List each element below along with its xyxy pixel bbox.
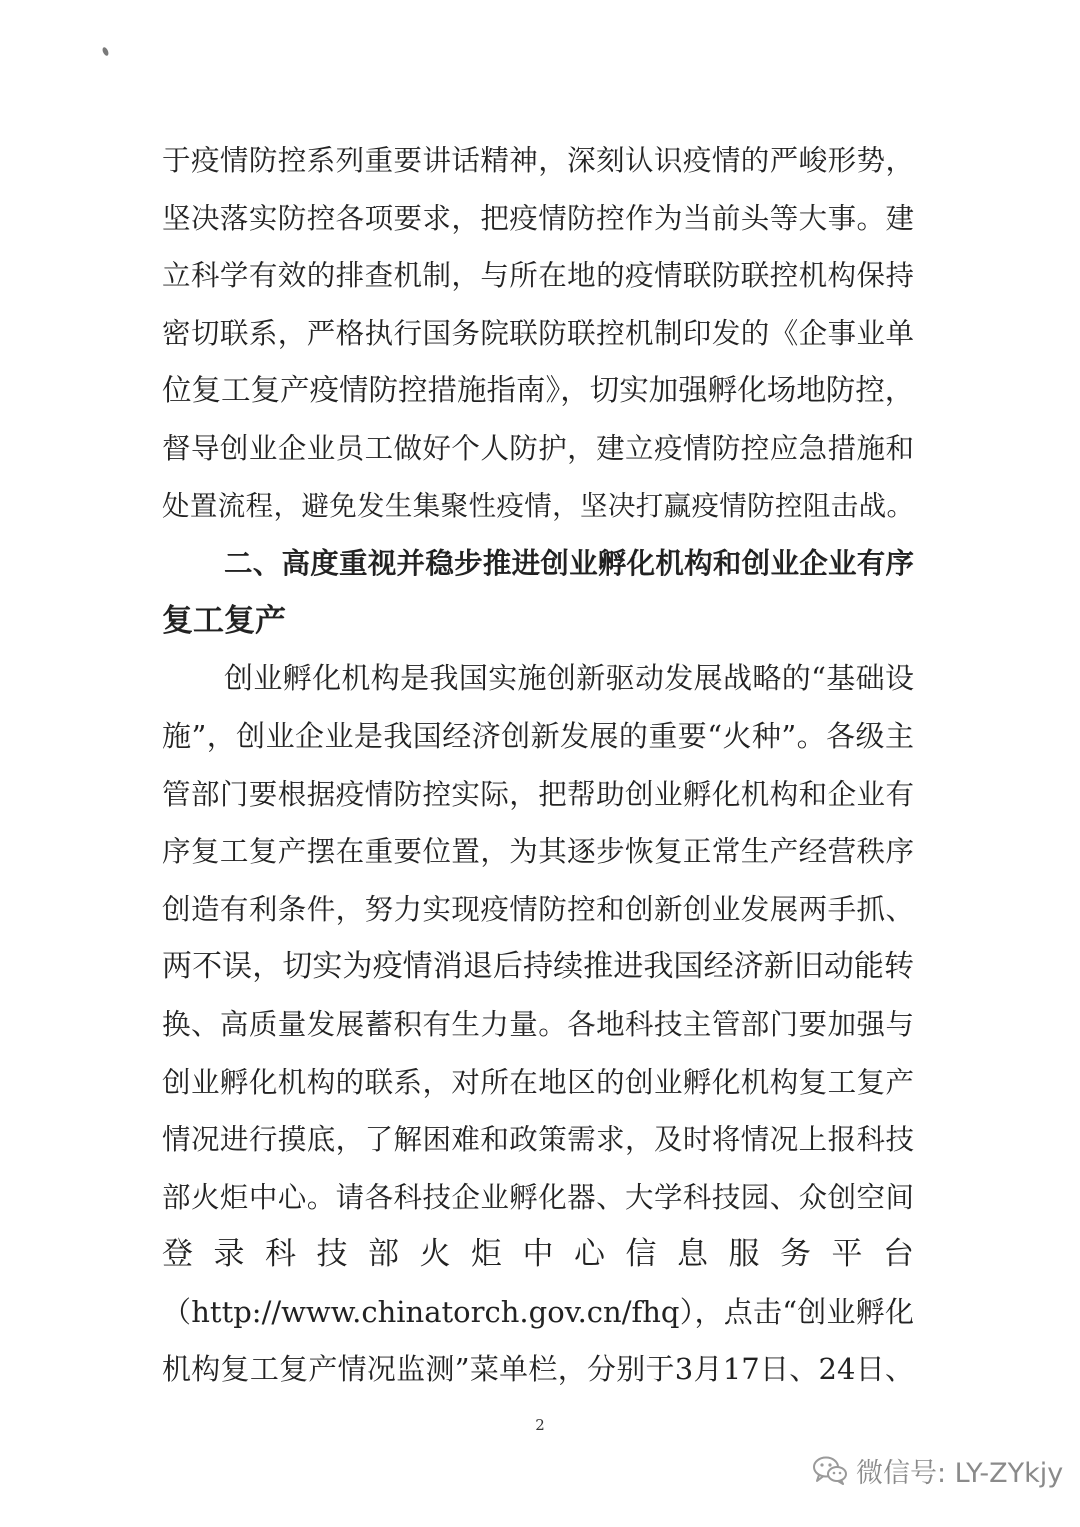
- document-body: [162, 132, 914, 1399]
- text-line: 于疫情防控系列重要讲话精神，深刻认识疫情的严峻形势，: [162, 144, 914, 177]
- wechat-icon: [812, 1455, 848, 1485]
- text-line: 处置流程，避免发生集聚性疫情，坚决打赢疫情防控阻击战。: [162, 489, 914, 522]
- text-line: 创业孵化机构是我国实施创新驱动发展战略的“基础设: [224, 661, 914, 696]
- text-line: 创造有利条件，努力实现疫情防控和创新创业发展两手抓、: [162, 892, 914, 926]
- page-number: 2: [535, 1416, 545, 1434]
- text-line: 位复工复产疫情防控措施指南》，切实加强孵化场地防控，: [162, 373, 915, 408]
- text-line: 坚决落实防控各项要求，把疫情防控作为当前头等大事。建: [162, 201, 914, 235]
- text-line-url: （http://www.chinatorch.gov.cn/fhq），点击“创业孵化: [162, 1294, 914, 1329]
- text-line: 换、高质量发展蓄积有生力量。各地科技主管部门要加强与: [162, 1007, 914, 1041]
- text-line: 施”，创业企业是我国经济创新发展的重要“火种”。各级主: [162, 718, 914, 753]
- text-line: 两不误，切实为疫情消退后持续推进我国经济新旧动能转: [162, 949, 914, 985]
- text-line: 机构复工复产情况监测”菜单栏，分别于3月17日、24日、: [162, 1352, 914, 1387]
- text-line: 管部门要根据疫情防控实际，把帮助创业孵化机构和企业有: [162, 777, 914, 811]
- text-line: 密切联系，严格执行国务院联防联控机制印发的《企事业单: [162, 316, 914, 350]
- text-line: 登录科技部火炬中心信息服务平台: [162, 1236, 914, 1273]
- section-heading-line: 复工复产: [162, 602, 286, 639]
- text-line: 立科学有效的排查机制，与所在地的疫情联防联控机构保持: [162, 259, 914, 293]
- watermark-text: 微信号: LY-ZYkjy: [856, 1457, 1064, 1489]
- text-line: 情况进行摸底，了解困难和政策需求，及时将情况上报科技: [162, 1123, 914, 1157]
- text-line: 序复工复产摆在重要位置，为其逐步恢复正常生产经营秩序: [162, 835, 914, 869]
- text-line: 督导创业企业员工做好个人防护，建立疫情防控应急措施和: [162, 431, 914, 465]
- scan-speck: [101, 46, 109, 56]
- section-heading-line: 二、高度重视并稳步推进创业孵化机构和创业企业有序: [224, 547, 914, 581]
- text-line: 创业孵化机构的联系，对所在地区的创业孵化机构复工复产: [162, 1065, 914, 1099]
- wechat-watermark: [812, 1454, 1064, 1489]
- text-line: 部火炬中心。请各科技企业孵化器、大学科技园、众创空间: [162, 1180, 914, 1214]
